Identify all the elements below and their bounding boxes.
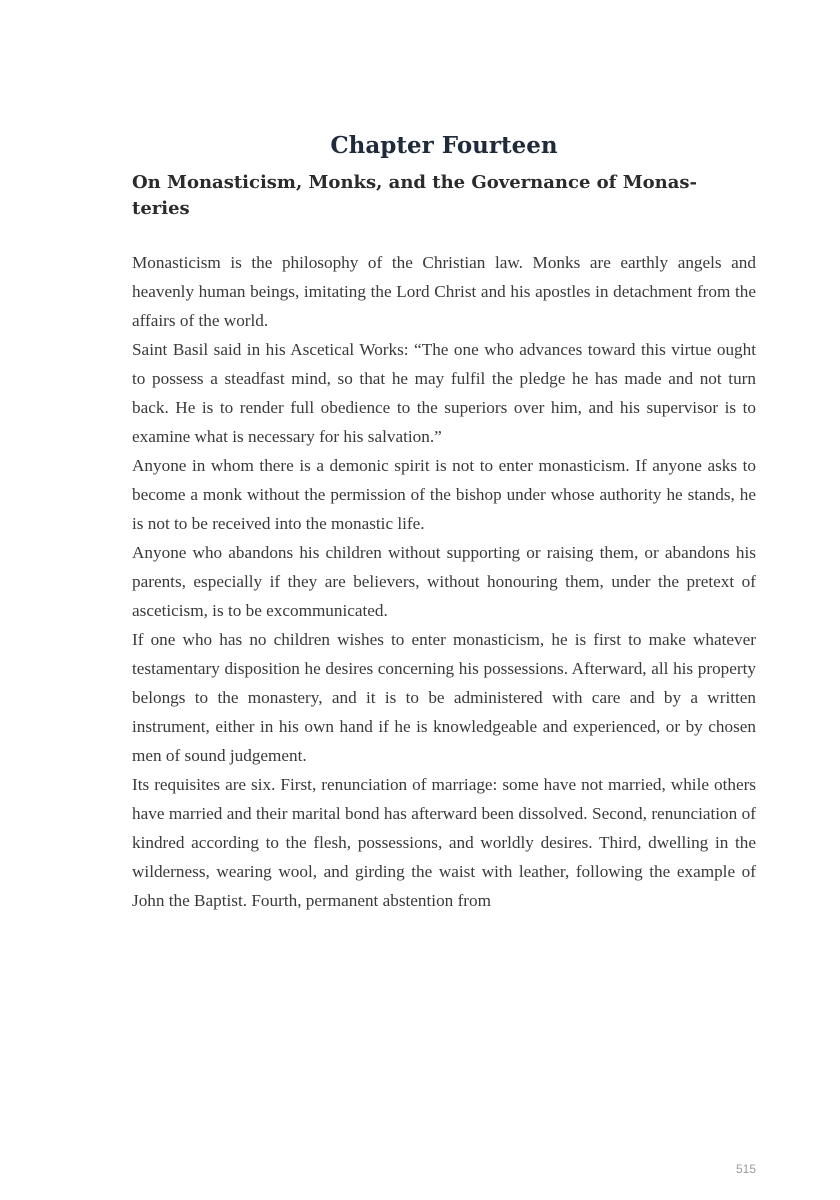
page-content (132, 128, 756, 915)
paragraph-6: Its requisites are six. First, renunciation of marriage: some have not married, while others have married and their marital bond has afterward been dissolved. Second, renunciation of kindred according to the flesh, possessions, and worldly desires. Third, dwelling in the wilderness, wearing wool, and girding the waist with leather, following the example of John the Baptist. Fourth, permanent abstention from (132, 775, 756, 910)
chapter-title: Chapter Fourteen (330, 132, 558, 159)
section-title: On Monasticism, Monks, and the Governance of Monas- teries (132, 172, 697, 219)
paragraph-5: If one who has no children wishes to enter monasticism, he is first to make whatever testamentary disposition he desires concerning his possessions. Afterward, all his property belongs to the monastery, and it is to be administered with care and by a written instrument, either in his own hand if he is knowledgeable and experienced, or by chosen men of sound judgement. (132, 630, 756, 765)
paragraph-2: Saint Basil said in his Ascetical Works: “The one who advances toward this virtue ought to possess a steadfast mind, so that he may fulfil the pledge he has made and not turn back. He is to render full obedience to the superiors over him, and his supervisor is to examine what is necessary for his salvation.” (132, 340, 756, 446)
body-text (132, 248, 756, 915)
paragraph-1: Monasticism is the philosophy of the Christian law. Monks are earthly angels and heavenly human beings, imitating the Lord Christ and his apostles in detachment from the affairs of the world. (132, 253, 756, 330)
page-number: 515 (735, 1162, 756, 1176)
paragraph-3: Anyone in whom there is a demonic spirit is not to enter monasticism. If anyone asks to become a monk without the permission of the bishop under whose authority he stands, he is not to be received into the monastic life. (132, 456, 756, 533)
paragraph-4: Anyone who abandons his children without supporting or raising them, or abandons his parents, especially if they are believers, without honouring them, under the pretext of asceticism, is to be excommunicated. (132, 543, 756, 620)
